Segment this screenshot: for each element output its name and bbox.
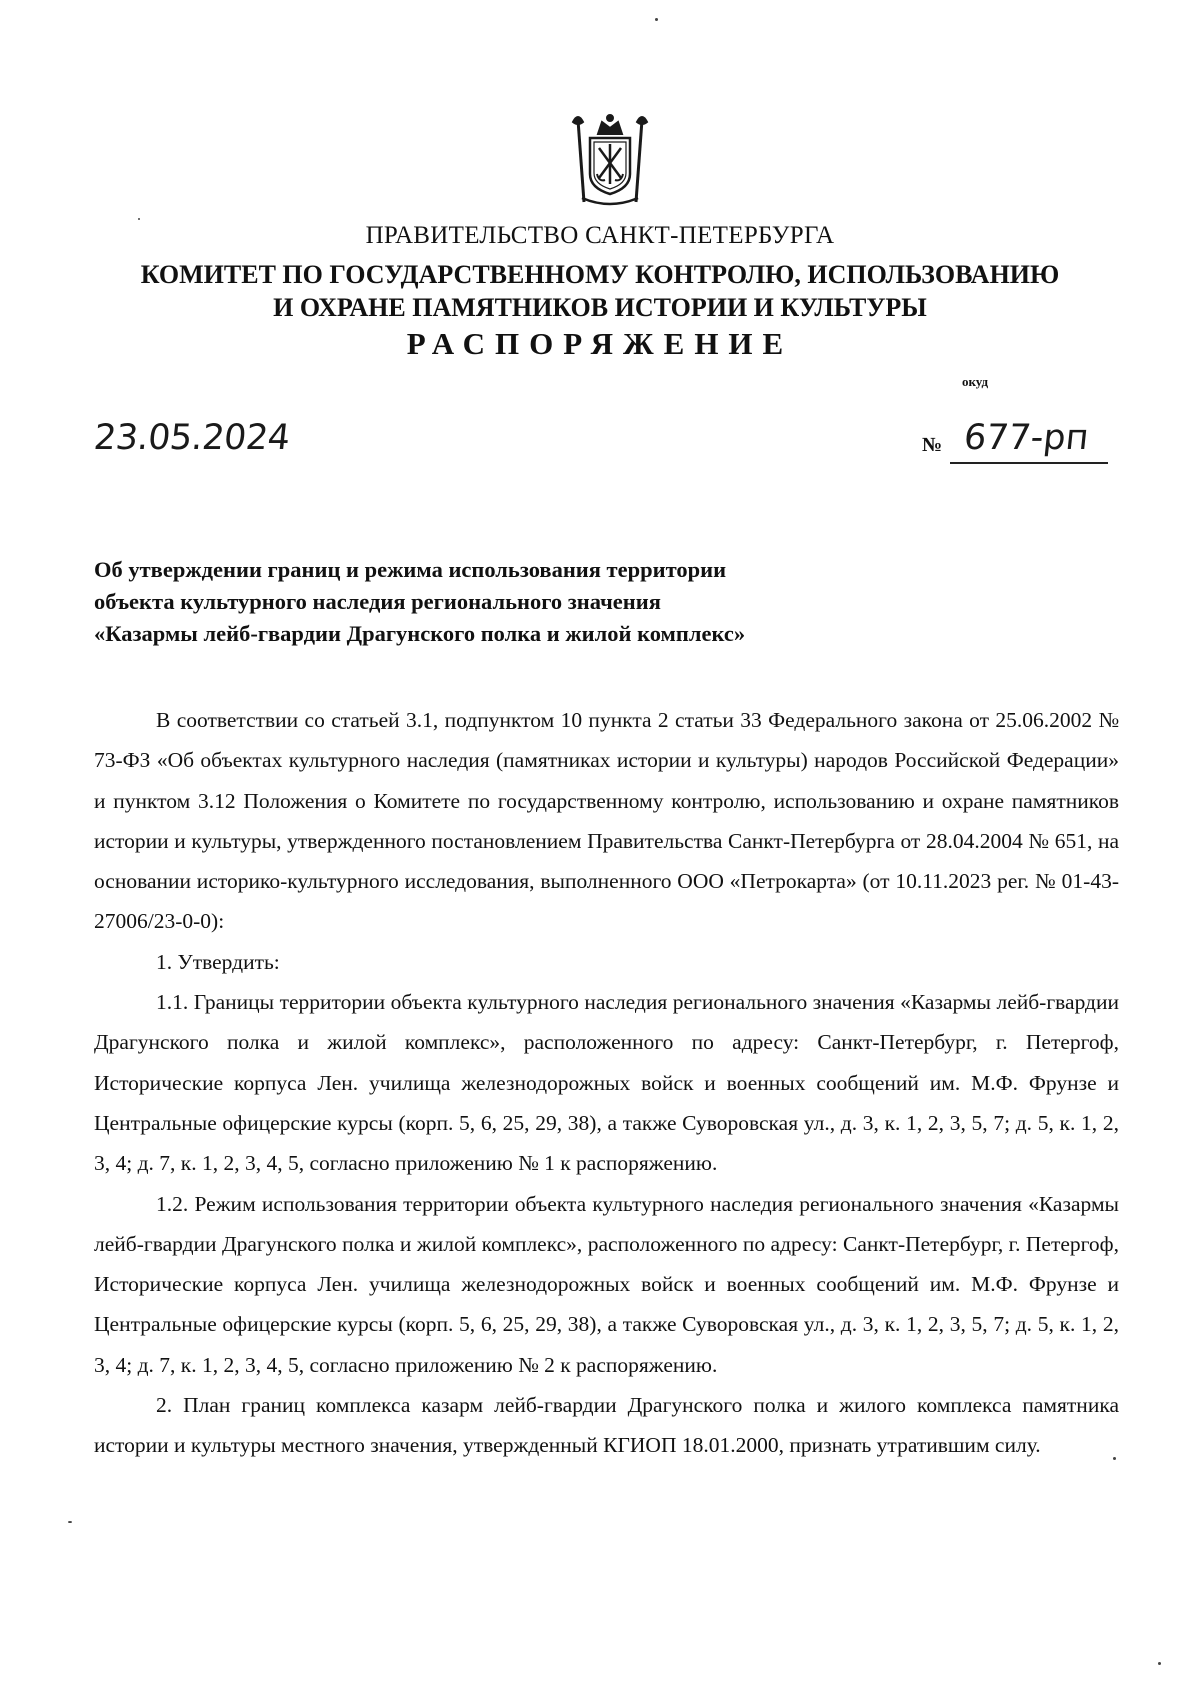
committee-name-line2: И ОХРАНЕ ПАМЯТНИКОВ ИСТОРИИ И КУЛЬТУРЫ — [273, 293, 927, 322]
okud-label: окуд — [962, 374, 989, 389]
item-1: 1. Утвердить: — [156, 949, 280, 974]
government-name: ПРАВИТЕЛЬСТВО САНКТ-ПЕТЕРБУРГА — [365, 222, 835, 249]
item-2: 2. План границ комплекса казарм лейб-гвардии Драгунского полка и жилого комплекса памятника истории и культуры местного значения, утвержденный КГИОП 18.01.2000, признать утратившим силу. — [94, 1393, 1119, 1458]
scan-speck — [1113, 1457, 1116, 1460]
scan-speck — [68, 1521, 72, 1523]
number-underline — [950, 462, 1108, 464]
saint-petersburg-coat-of-arms-icon — [568, 112, 652, 210]
scan-speck — [1158, 1662, 1161, 1665]
document-number-field — [922, 418, 1108, 470]
scan-speck — [138, 218, 140, 220]
document-title — [94, 554, 745, 650]
committee-name — [0, 258, 1200, 324]
item-1-2: 1.2. Режим использования территории объекта культурного наследия регионального значения «Казармы лейб-гвардии Драгунского полка и жилой комплекс», расположенного по адресу: Санкт-Петербург, г. Петергоф, Исторические корпуса Лен. училища железнодорожных войск и военных сообщений им. М.Ф. Фрунзе и Центральные офицерские курсы (корп. 5, 6, 25, 29, 38), а также Суворовская ул., д. 3, к. 1, 2, 3, 5, 7; д. 5, к. 1, 2, 3, 4; д. 7, к. 1, 2, 3, 4, 5, согласно приложению № 2 к распоряжению. — [94, 1191, 1119, 1377]
item-1-1: 1.1. Границы территории объекта культурного наследия регионального значения «Казармы лейб-гвардии Драгунского полка и жилой комплекс», расположенного по адресу: Санкт-Петербург, г. Петергоф, Исторические корпуса Лен. училища железнодорожных войск и военных сообщений им. М.Ф. Фрунзе и Центральные офицерские курсы (корп. 5, 6, 25, 29, 38), а также Суворовская ул., д. 3, к. 1, 2, 3, 5, 7; д. 5, к. 1, 2, 3, 4; д. 7, к. 1, 2, 3, 4, 5, согласно приложению № 1 к распоряжению. — [94, 990, 1119, 1176]
title-line2: объекта культурного наследия регионального значения — [94, 589, 661, 614]
preamble-paragraph: В соответствии со статьей 3.1, подпунктом 10 пункта 2 статьи 33 Федерального закона от 25.06.2002 № 73-ФЗ «Об объектах культурного наследия (памятниках истории и культуры) народов Российской Федерации» и пунктом 3.12 Положения о Комитете по государственному контролю, использованию и охране памятников истории и культуры, утвержденного постановлением Правительства Санкт-Петербурга от 28.04.2004 № 651, на основании историко-культурного исследования, выполненного ООО «Петрокарта» (от 10.11.2023 рег. № 01-43-27006/23-0-0): — [94, 708, 1119, 934]
document-number: 677-рп — [961, 418, 1091, 458]
number-sign: № — [922, 434, 943, 456]
document-type-heading: РАСПОРЯЖЕНИЕ — [406, 326, 794, 361]
document-date: 23.05.2024 — [91, 418, 292, 458]
scan-speck — [655, 18, 658, 21]
document-body — [94, 700, 1119, 1466]
title-line3: «Казармы лейб-гвардии Драгунского полка и жилой комплекс» — [94, 621, 746, 646]
title-line1: Об утверждении границ и режима использования территории — [94, 557, 727, 582]
committee-name-line1: КОМИТЕТ ПО ГОСУДАРСТВЕННОМУ КОНТРОЛЮ, ИСПОЛЬЗОВАНИЮ — [140, 260, 1060, 289]
